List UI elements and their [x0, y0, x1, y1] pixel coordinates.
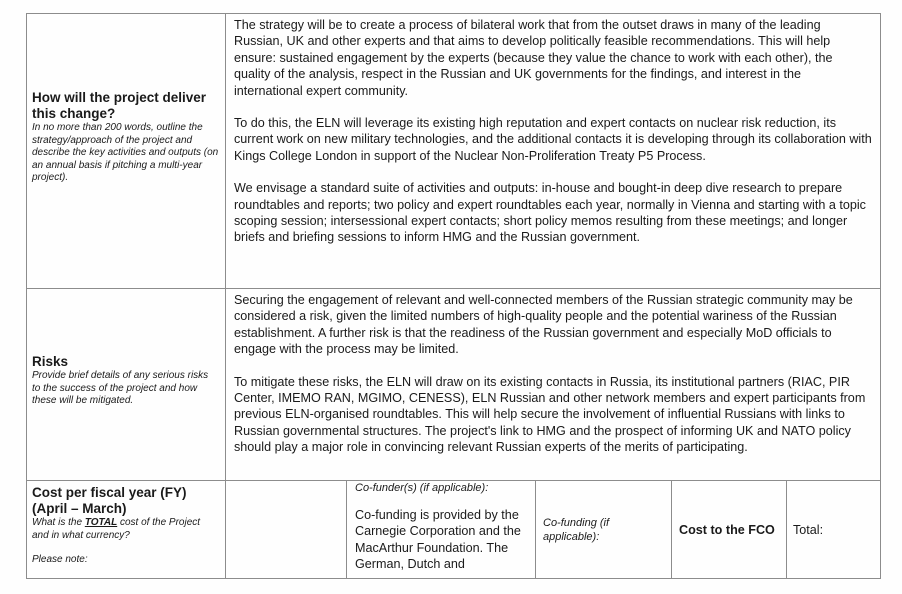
deliver-heading: How will the project deliver this change? — [32, 90, 207, 121]
deliver-instruction: In no more than 200 words, outline the strategy/approach of the project and describe the key activities and outputs (on an annual basis if pitching a multi-year project). — [32, 122, 219, 184]
total-emphasis: TOTAL — [84, 517, 118, 528]
cofunding-cell — [536, 481, 672, 578]
cofunder-label: Co-funder(s) (if applicable): — [355, 482, 489, 494]
cost-heading: Cost per fiscal year (FY) (April – March) — [32, 485, 187, 516]
cost-instruction: What is the TOTAL cost of the Project and in what currency? — [32, 517, 201, 541]
risks-answer-cell — [226, 289, 880, 480]
row-label-cell — [27, 14, 226, 288]
proposal-table — [26, 13, 881, 579]
table-row-cost — [27, 481, 880, 578]
cost-fco-cell — [672, 481, 787, 578]
deliver-paragraph-2: To do this, the ELN will leverage its existing high reputation and expert contacts on nuclear risk reduction, its current work on new military technologies, and the additional contacts it is developing through its collaboration with Kings College London in support of the Nuclear Non-Proliferation Treaty P5 Process. — [234, 116, 872, 163]
cost-empty-cell — [226, 481, 347, 578]
row-label-cell — [27, 481, 226, 578]
table-row-deliver — [27, 14, 880, 289]
deliver-paragraph-3: We envisage a standard suite of activities and outputs: in-house and bought-in deep dive research to prepare roundtables and reports; two policy and expert roundtables each year, normally in Vienna and starting with a topic scoping session; intersessional expert contacts; short policy memos resulting from these meetings; and longer briefs and briefing sessions to inform HMG and the Russian government. — [234, 181, 866, 245]
risks-heading: Risks — [32, 354, 69, 369]
deliver-paragraph-1: The strategy will be to create a process of bilateral work that from the outset draws in many of the leading Russian, UK and other experts and that aims to develop politically feasible recommendations. This will help ensure: sustained engagement by the experts (because they value the chance to work with each other), the quality of the analysis, respect in the Russian and UK governments for the findings, and interest in the international expert community. — [234, 18, 833, 98]
risks-instruction: Provide brief details of any serious risks to the success of the project and how these will be mitigated. — [32, 370, 209, 407]
total-cell — [787, 481, 881, 578]
cofunding-label: Co-funding (if applicable): — [543, 517, 610, 543]
cofunder-cell — [347, 481, 536, 578]
risks-paragraph-2: To mitigate these risks, the ELN will draw on its existing contacts in Russia, its institutional partners (RIAC, PIR Center, IMEMO RAN, MGIMO, CENESS), ELN Russian and other network members and expert participants from previous ELN-organised roundtables. This will help secure the involvement of influential Russians with links to Russian governmental structures. The project's link to HMG and the prospect of informing UK and NATO policy should play a major role in convincing relevant Russian experts of the merits of participating. — [234, 374, 866, 455]
deliver-answer-cell — [226, 14, 880, 288]
cost-note: Please note: — [32, 554, 88, 566]
cofunder-text: Co-funding is provided by the Carnegie Corporation and the MacArthur Foundation. The German, Dutch and — [355, 508, 521, 572]
total-label: Total: — [793, 523, 824, 537]
risks-paragraph-1: Securing the engagement of relevant and well-connected members of the Russian strategic community may be considered a risk, given the limited numbers of high-quality people and the potential wariness of the Russian establishment. A further risk is that the readiness of the Russian government and especially MoD officials to engage with the process may be limited. — [234, 293, 853, 357]
row-label-cell — [27, 289, 226, 480]
table-row-risks — [27, 289, 880, 481]
cost-fco-label: Cost to the FCO — [679, 523, 775, 537]
